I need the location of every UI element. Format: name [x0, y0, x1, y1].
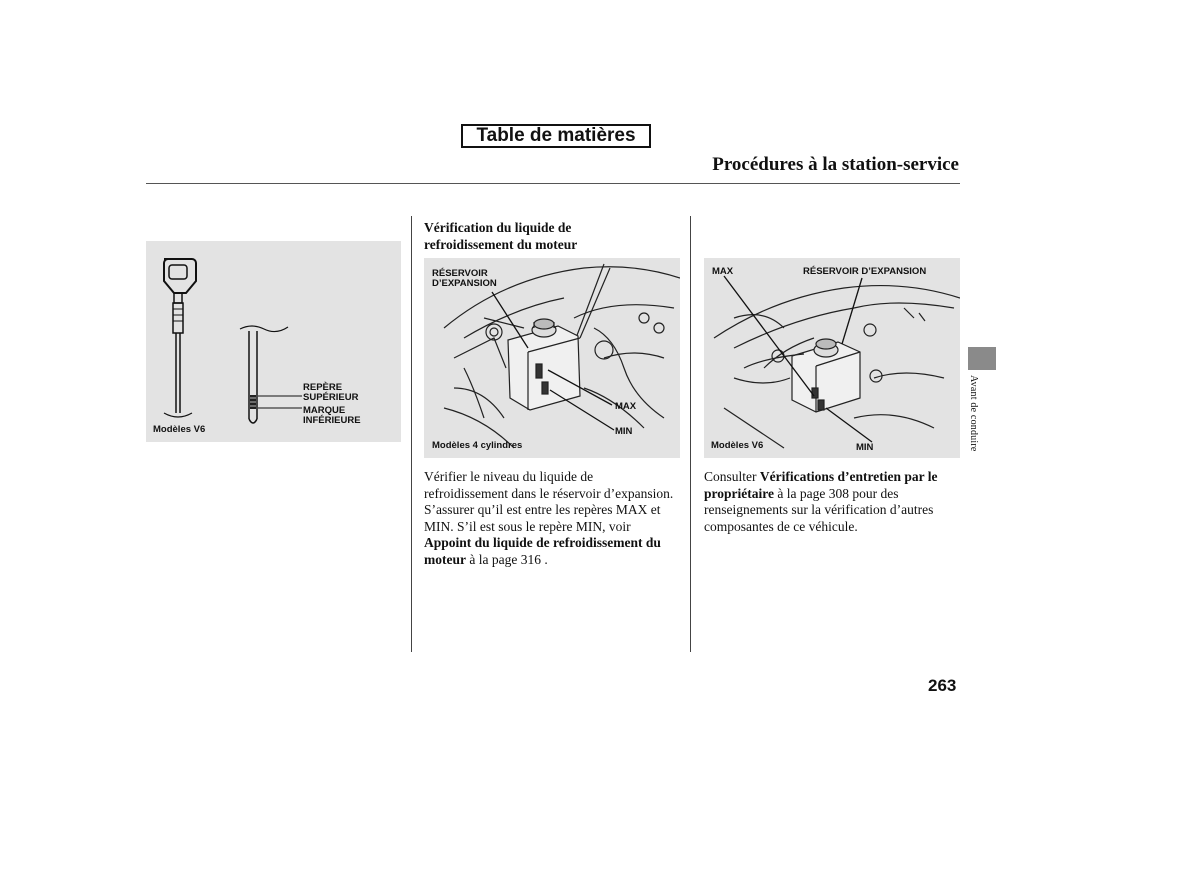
- lower-mark-label-line1: MARQUE: [303, 405, 346, 416]
- maintenance-para-start: Consulter: [704, 469, 760, 484]
- upper-mark-label-line2: SUPÉRIEUR: [303, 392, 359, 403]
- column-divider-left: [411, 216, 412, 652]
- coolant-topup-link-line2[interactable]: moteur: [424, 551, 466, 567]
- chapter-side-label: Avant de conduire: [968, 375, 979, 452]
- maintenance-para-line4: composantes de ce véhicule.: [704, 518, 858, 534]
- engine-4cyl-figure: [424, 258, 680, 458]
- coolant-check-heading-line2: refroidissement du moteur: [424, 237, 578, 252]
- coolant-para-line1: Vérifier le niveau du liquide de: [424, 469, 594, 484]
- engine-v6-figure: [704, 258, 960, 458]
- coolant-para-line2: refroidissement dans le réservoir d’expansion.: [424, 485, 674, 501]
- reservoir-label-4cyl-line1: RÉSERVOIR: [432, 268, 488, 279]
- coolant-topup-link-line1[interactable]: Appoint du liquide de refroidissement du: [424, 535, 661, 550]
- dipstick-figure-caption: Modèles V6: [153, 424, 206, 435]
- max-label-4cyl: MAX: [615, 401, 637, 412]
- engine-v6-illustration: [704, 258, 960, 458]
- header-divider: [146, 183, 960, 184]
- min-label-v6: MIN: [856, 442, 874, 453]
- page-number: 263: [928, 676, 957, 695]
- dipstick-figure: [146, 241, 401, 442]
- coolant-para-line4: MIN. S’il est sous le repère MIN, voir: [424, 518, 631, 534]
- table-of-contents-button[interactable]: Table de matières: [461, 124, 651, 148]
- upper-mark-label: [303, 383, 358, 403]
- column-divider-right: [690, 216, 691, 652]
- engine-4cyl-caption: Modèles 4 cylindres: [432, 440, 523, 451]
- owner-maintenance-link-line2[interactable]: propriétaire: [704, 485, 774, 501]
- dipstick-illustration: [146, 241, 401, 442]
- coolant-check-heading-line1: Vérification du liquide de: [424, 220, 572, 235]
- maintenance-para-page-ref: à la page 308 pour des: [774, 485, 899, 501]
- engine-v6-caption: Modèles V6: [711, 440, 764, 451]
- min-label-4cyl: MIN: [615, 426, 633, 437]
- coolant-check-heading: [424, 219, 577, 253]
- lower-mark-label-line2: INFÉRIEURE: [303, 415, 361, 426]
- chapter-side-tab[interactable]: [968, 347, 996, 370]
- upper-mark-label-line1: REPÈRE: [303, 382, 343, 393]
- reservoir-label-v6: RÉSERVOIR D’EXPANSION: [803, 266, 927, 277]
- max-label-v6: MAX: [712, 266, 734, 277]
- coolant-para-line3: S’assurer qu’il est entre les repères MAX et: [424, 502, 661, 517]
- owner-maintenance-link-line1[interactable]: Vérifications d’entretien par le: [759, 469, 938, 484]
- maintenance-paragraph: [704, 469, 964, 535]
- lower-mark-label: [303, 406, 361, 426]
- reservoir-label-4cyl: [432, 269, 497, 289]
- coolant-para-page-ref: à la page 316 .: [465, 551, 548, 567]
- coolant-check-paragraph: [424, 469, 689, 568]
- maintenance-para-line3: renseignements sur la vérification d’autres: [704, 502, 934, 517]
- reservoir-label-4cyl-line2: D’EXPANSION: [432, 278, 497, 289]
- section-title: Procédures à la station-service: [712, 154, 959, 175]
